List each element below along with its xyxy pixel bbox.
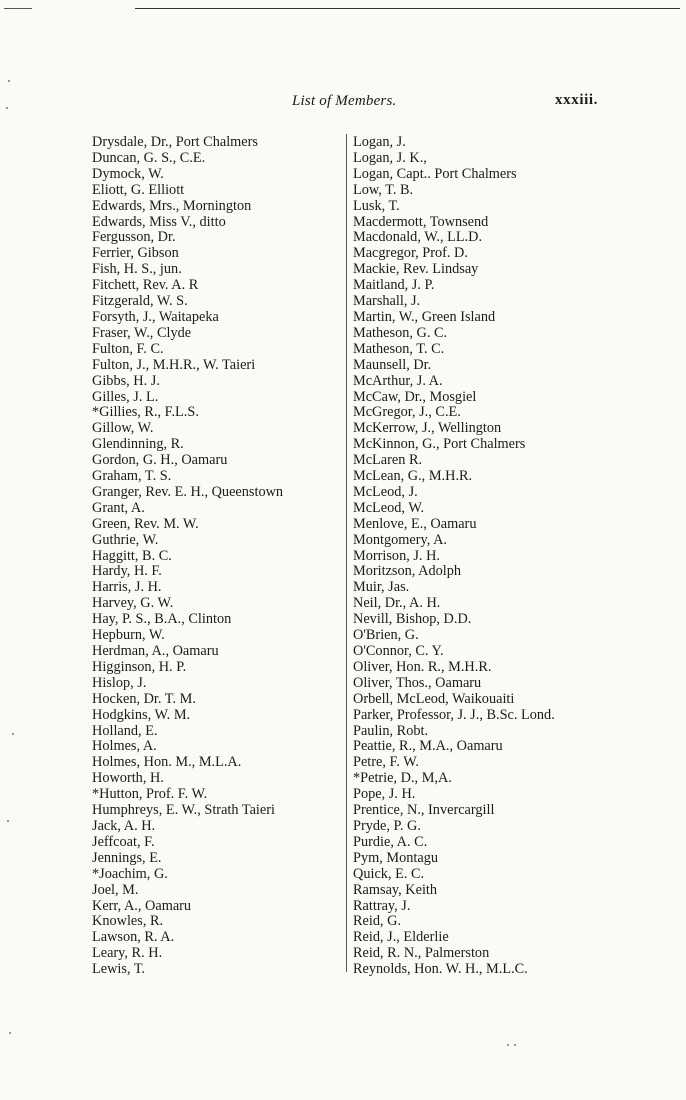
scan-speck [6, 107, 8, 109]
member-entry: Pryde, P. G. [353, 817, 421, 834]
member-entry: Menlove, E., Oamaru [353, 515, 477, 532]
member-entry: Logan, J. [353, 134, 406, 150]
member-entry: Kerr, A., Oamaru [92, 897, 192, 914]
member-entry: Hepburn, W. [92, 627, 165, 644]
member-entry: Hislop, J. [92, 674, 147, 691]
member-entry: Orbell, McLeod, Waikouaiti [353, 690, 515, 707]
member-entry: Rattray, J. [353, 897, 411, 914]
member-entry: Matheson, T. C. [353, 340, 445, 357]
member-entry: Logan, Capt.. Port Chalmers [353, 165, 517, 182]
member-list-right [353, 135, 555, 978]
member-entry: Forsyth, J., Waitapeka [92, 308, 219, 325]
member-entry: McLeod, W. [353, 499, 425, 516]
scan-speck [514, 1044, 516, 1046]
top-rule [135, 8, 680, 9]
member-entry: Macdermott, Townsend [353, 213, 489, 230]
member-entry: Holland, E. [92, 722, 158, 739]
member-entry: Graham, T. S. [92, 468, 172, 485]
member-entry: Gibbs, H. J. [92, 372, 160, 389]
member-entry: Hocken, Dr. T. M. [92, 690, 196, 707]
member-entry: Jennings, E. [92, 849, 162, 866]
member-entry: Paulin, Robt. [353, 722, 429, 739]
member-entry: Maitland, J. P. [353, 277, 435, 294]
scan-speck [12, 733, 14, 735]
member-entry: McKinnon, G., Port Chalmers [353, 436, 526, 453]
member-entry: Duncan, G. S., C.E. [92, 149, 206, 166]
scan-speck [9, 1032, 11, 1034]
member-entry: Edwards, Mrs., Mornington [92, 197, 252, 214]
member-entry: Reid, R. N., Palmerston [353, 945, 490, 962]
member-entry: Quick, E. C. [353, 865, 425, 882]
member-entry: McGregor, J., C.E. [353, 404, 461, 421]
member-entry: Pym, Montagu [353, 849, 438, 866]
member-entry: Hay, P. S., B.A., Clinton [92, 611, 232, 628]
member-entry: Joel, M. [92, 881, 139, 898]
member-entry: Gordon, G. H., Oamaru [92, 452, 228, 469]
member-entry: Reid, J., Elderlie [353, 929, 449, 946]
member-entry: Macgregor, Prof. D. [353, 245, 468, 262]
member-entry: McCaw, Dr., Mosgiel [353, 388, 477, 405]
member-entry: Fulton, J., M.H.R., W. Taieri [92, 356, 256, 373]
member-entry: O'Brien, G. [353, 627, 419, 644]
member-entry: Moritzson, Adolph [353, 563, 462, 580]
member-entry: Reid, G. [353, 913, 402, 930]
member-entry: Jack, A. H. [92, 817, 156, 834]
member-entry: Knowles, R. [92, 913, 164, 930]
scan-speck [7, 820, 9, 822]
member-entry: Nevill, Bishop, D.D. [353, 611, 472, 628]
member-list-left [92, 135, 283, 978]
member-entry: Oliver, Thos., Oamaru [353, 674, 482, 691]
member-entry: Logan, J. K., [353, 149, 427, 166]
member-entry: Hardy, H. F. [92, 563, 162, 580]
member-entry: Holmes, Hon. M., M.L.A. [92, 754, 242, 771]
member-entry: Martin, W., Green Island [353, 308, 496, 325]
member-entry: Eliott, G. Elliott [92, 181, 185, 198]
member-entry: *Gillies, R., F.L.S. [92, 404, 199, 421]
member-entry: Prentice, N., Invercargill [353, 802, 495, 819]
member-entry: Edwards, Miss V., ditto [92, 213, 226, 230]
member-entry: Purdie, A. C. [353, 833, 428, 850]
member-entry: Haggitt, B. C. [92, 547, 172, 564]
member-entry: Drysdale, Dr., Port Chalmers [92, 134, 258, 150]
member-entry: *Petrie, D., M,A. [353, 770, 452, 787]
member-entry: Grant, A. [92, 499, 145, 516]
member-entry: Fitchett, Rev. A. R [92, 277, 199, 294]
member-entry: Fish, H. S., jun. [92, 261, 182, 278]
member-entry: Fulton, F. C. [92, 340, 164, 357]
member-entry: McLaren R. [353, 452, 423, 469]
member-entry: Leary, R. H. [92, 945, 163, 962]
member-entry: Maunsell, Dr. [353, 356, 432, 373]
page-number: xxxiii. [555, 92, 598, 108]
member-entry: Guthrie, W. [92, 531, 159, 548]
scan-speck [8, 80, 10, 82]
member-entry: Reynolds, Hon. W. H., M.L.C. [353, 961, 528, 978]
member-entry: Neil, Dr., A. H. [353, 595, 441, 612]
member-entry: Granger, Rev. E. H., Queenstown [92, 483, 284, 500]
member-entry: Petre, F. W. [353, 754, 419, 771]
member-entry: Muir, Jas. [353, 579, 410, 596]
column-divider [346, 134, 347, 972]
member-entry: Matheson, G. C. [353, 324, 448, 341]
member-entry: Dymock, W. [92, 165, 164, 182]
member-entry: Mackie, Rev. Lindsay [353, 261, 479, 278]
member-entry: Herdman, A., Oamaru [92, 643, 219, 659]
member-entry: Parker, Professor, J. J., B.Sc. Lond. [353, 706, 555, 723]
member-entry: Holmes, A. [92, 738, 157, 755]
member-entry: *Hutton, Prof. F. W. [92, 786, 208, 803]
member-entry: Green, Rev. M. W. [92, 515, 199, 532]
member-entry: Oliver, Hon. R., M.H.R. [353, 658, 492, 675]
member-entry: Ramsay, Keith [353, 881, 438, 898]
member-entry: Gillow, W. [92, 420, 154, 437]
member-entry: Low, T. B. [353, 181, 414, 198]
member-entry: Pope, J. H. [353, 786, 416, 803]
member-entry: Peattie, R., M.A., Oamaru [353, 738, 503, 755]
member-entry: McLeod, J. [353, 483, 418, 500]
member-entry: Harvey, G. W. [92, 595, 174, 612]
member-entry: Higginson, H. P. [92, 658, 187, 675]
member-entry: *Joachim, G. [92, 865, 168, 882]
member-entry: Howorth, H. [92, 770, 164, 787]
member-entry: Marshall, J. [353, 293, 421, 310]
scan-speck [507, 1044, 509, 1046]
member-entry: McArthur, J. A. [353, 372, 443, 389]
member-entry: Fraser, W., Clyde [92, 324, 192, 341]
running-head-title: List of Members. [292, 93, 397, 109]
member-entry: O'Connor, C. Y. [353, 643, 444, 659]
member-entry: Ferrier, Gibson [92, 245, 179, 262]
member-entry: Lawson, R. A. [92, 929, 175, 946]
member-entry: Gilles, J. L. [92, 388, 159, 405]
member-entry: Lewis, T. [92, 961, 146, 978]
member-entry: McKerrow, J., Wellington [353, 420, 502, 437]
member-entry: Morrison, J. H. [353, 547, 440, 564]
member-entry: Jeffcoat, F. [92, 833, 155, 850]
member-entry: Lusk, T. [353, 197, 400, 214]
member-entry: Montgomery, A. [353, 531, 447, 548]
member-entry: Humphreys, E. W., Strath Taieri [92, 802, 275, 819]
member-entry: Fergusson, Dr. [92, 229, 176, 246]
member-entry: Glendinning, R. [92, 436, 184, 453]
member-entry: Fitzgerald, W. S. [92, 293, 188, 310]
top-corner-rule [4, 8, 32, 9]
member-entry: Hodgkins, W. M. [92, 706, 191, 723]
member-entry: Macdonald, W., LL.D. [353, 229, 483, 246]
member-entry: Harris, J. H. [92, 579, 162, 596]
member-entry: McLean, G., M.H.R. [353, 468, 473, 485]
